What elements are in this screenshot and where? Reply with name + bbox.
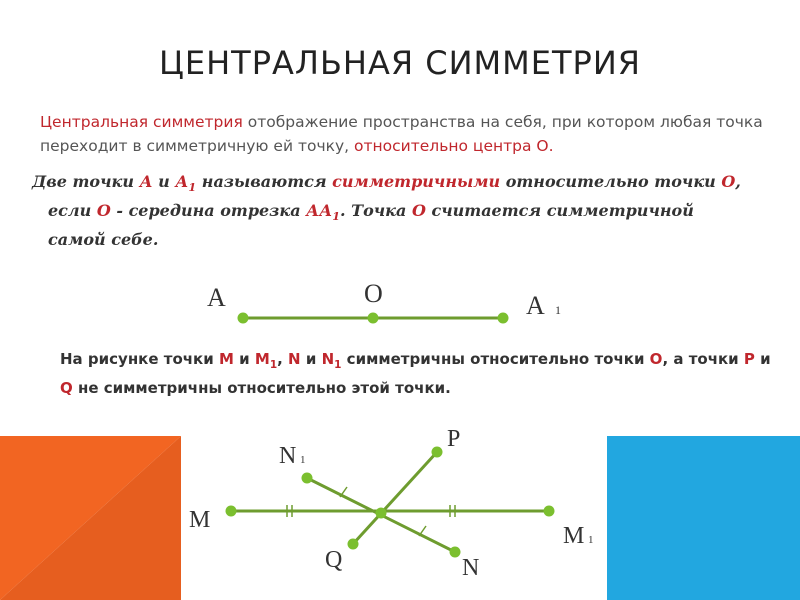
intro-term: Центральная симметрия xyxy=(40,113,243,131)
note-text: , а точки xyxy=(662,350,744,368)
def-point-a1-letter: А xyxy=(175,172,189,191)
label-a: A xyxy=(207,283,226,312)
note-point-o: О xyxy=(649,350,663,368)
def-text: , xyxy=(735,172,741,191)
def-text: называются xyxy=(196,172,333,191)
note-point-m: М xyxy=(218,350,234,368)
point-m xyxy=(226,506,237,517)
note-point-p: P xyxy=(743,350,755,368)
def-segment-aa1-letters: АА xyxy=(306,201,333,221)
def-text: Две точки xyxy=(32,172,140,191)
note-text: , xyxy=(277,350,289,368)
label-p: P xyxy=(447,426,461,452)
def-text: относительно точки xyxy=(500,172,722,191)
note-text: и xyxy=(754,350,771,368)
def-point-a1-sub: 1 xyxy=(188,180,197,195)
note-point-q: Q xyxy=(60,379,73,397)
note-point-m1-letter: М xyxy=(254,350,270,368)
def-point-o: О xyxy=(96,201,111,221)
def-text: считается симметричной xyxy=(425,201,694,221)
def-point-a: А xyxy=(139,172,153,191)
segment-pq xyxy=(353,452,437,544)
label-m1: M xyxy=(563,523,585,549)
note-text: и xyxy=(300,350,322,368)
definition-line-3: самой себе. xyxy=(48,230,159,250)
label-q: Q xyxy=(325,547,343,573)
def-text: если xyxy=(48,201,97,221)
note-point-m1-sub: 1 xyxy=(269,359,278,371)
def-point-o: О xyxy=(721,172,736,191)
note-text: и xyxy=(233,350,255,368)
point-p xyxy=(432,447,443,458)
label-m1-sub: 1 xyxy=(588,534,594,546)
note-point-n: N xyxy=(288,350,301,368)
note-text: симметричны относительно точки xyxy=(341,350,650,368)
point-o-center xyxy=(376,508,387,519)
def-symmetric-word: симметричными xyxy=(332,172,501,191)
label-n: N xyxy=(462,555,480,581)
label-a1-sub: 1 xyxy=(555,303,561,317)
intro-tail: относительно центра О. xyxy=(354,137,554,155)
label-n1: N xyxy=(279,443,297,469)
def-text: . Точка xyxy=(340,201,412,221)
label-o: O xyxy=(364,279,383,308)
def-point-o: О xyxy=(411,201,426,221)
point-m1 xyxy=(544,506,555,517)
note-point-n1-sub: 1 xyxy=(334,359,342,371)
def-text: и xyxy=(152,172,176,191)
label-n1-sub: 1 xyxy=(300,454,306,466)
intro-text: отображение пространства на себя, при котором любая точка переходит в симметричную ей точку, xyxy=(40,113,763,155)
point-q xyxy=(348,539,359,550)
note-point-n1-letter: N xyxy=(321,350,335,368)
note-text: На рисунке точки xyxy=(60,350,219,368)
def-text: - середина отрезка xyxy=(110,201,307,221)
point-n1 xyxy=(302,473,313,484)
page-title: ЦЕНТРАЛЬНАЯ СИММЕТРИЯ xyxy=(159,44,641,82)
point-n xyxy=(450,547,461,558)
def-segment-aa1-sub: 1 xyxy=(332,209,341,224)
note-text: не симметричны относительно этой точки. xyxy=(72,379,451,397)
label-m: M xyxy=(189,507,211,533)
label-a1: A xyxy=(526,291,545,320)
